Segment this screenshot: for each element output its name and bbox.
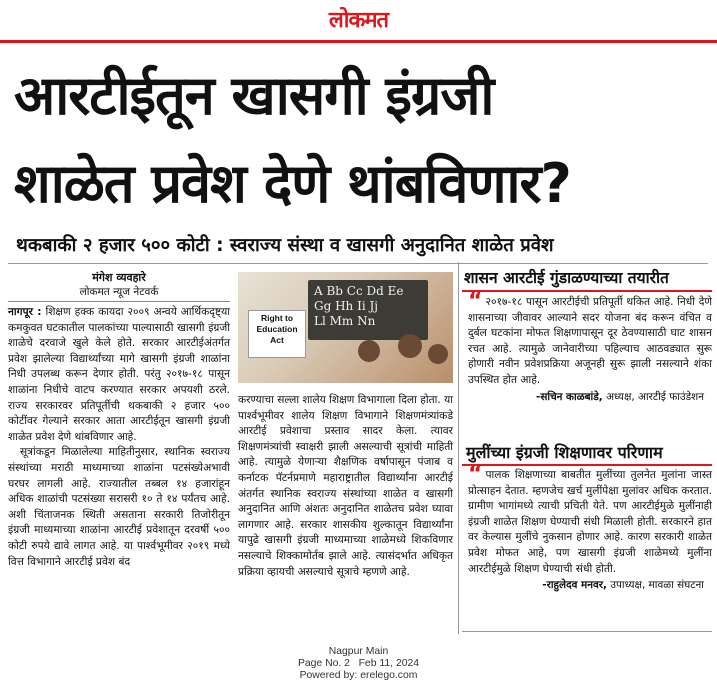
sidebar-2-box	[462, 462, 712, 593]
masthead	[0, 8, 717, 34]
sidebar-1-credit-role: अध्यक्ष, आरटीई फाउंडेशन	[606, 390, 704, 403]
headline-line-1: आरटीईतून खासगी इंग्रजी	[14, 64, 494, 127]
sidebar-1-box	[462, 289, 712, 405]
sidebar-1-quote-text: २०१७-१८ पासून आरटीईची प्रतिपूर्ती थकित आहे. निधी देणे शासनाच्या जीवावर आल्याने सदर योजना बंद करून वंचित व दुर्बल घटकांना मोफत शिक्षणापासून दूर ठेवण्यासाठी घाट शासन रचत आहे. त्यामुळे जानेवारीच्या पहिल्याच आठवड्यात सुरू होणारी नवीन प्रवेशप्रक्रिया अजूनही सुरू झाली नसल्याने शंका उपस्थित होत आहे.	[468, 296, 712, 386]
article-paragraph-3: करण्याचा सल्ला शालेय शिक्षण विभागाला दिला होता. या पार्श्वभूमीवर शालेय शिक्षण विभागाने शिक्षणमंत्र्यांकडे आरटीई प्रवेशाचा प्रस्ताव सादर केला. त्यावर शिक्षणमंत्र्यांची स्वाक्षरी झाली असल्याची सूत्रांची माहिती आहे. त्यामुळे येणाऱ्या शैक्षणिक वर्षापासून पंजाब व कर्नाटक पॅटर्नप्रमाणे महाराष्ट्रातील विद्यार्थ्यांना आरटीई अंतर्गत स्थानिक स्वराज्य संस्थांच्या शाळेत व खासगी अनुदानित आणि अंशतः अनुदानित शाळेतच प्रवेश घ्यावा लागणार आहे. सरकार शासकीय शुल्कातून विद्यार्थ्यांना यापुढे खासगी इंग्रजी माध्यमाच्या शाळेमध्ये शिकविणार नसल्याचे शिक्कामोर्तब झाले आहे. त्यासंदर्भात अधिकृत प्रक्रिया व्हायची असल्याचे सूत्राचे म्हणणे आहे.	[238, 394, 453, 578]
byline-author: मंगेश व्यवहारे	[92, 271, 146, 284]
sidebar-2-quote-text: पालक शिक्षणाच्या बाबतीत मुलींच्या तुलनेत मुलांना जास्त प्रोत्साहन देतात. म्हणजेच खर्च मुलींपेक्षा मुलांवर अधिक करतात. ग्रामीण भागांमध्ये त्याची प्रचिती येते. पण आरटीईमुळे मुलींनाही इंग्रजी शाळेत शिक्षण घेण्याची संधी मिळाली होती. सरकारने हात वर केल्यास मुलींचे नुकसान होणार आहे. कारण सरकारी शाळेत प्रवेश मोफत आहे, पण खासगी इंग्रजी शाळेमध्ये मुलींना आरटीईमुळे शिक्षण घेण्याची संधी होती.	[468, 469, 712, 575]
quote-mark-icon: “	[468, 289, 483, 314]
sidebar-1-rule	[462, 290, 712, 292]
section-divider	[8, 263, 708, 264]
headline-line-2: शाळेत प्रवेश देणे थांबविणार?	[14, 152, 571, 215]
chalkboard-text: A Bb Cc Dd Ee Gg Hh Ii Jj Ll Mm Nn	[314, 284, 404, 328]
child-figure	[428, 344, 448, 364]
article-column-2	[238, 393, 453, 580]
article-column-1	[8, 270, 230, 570]
paragraph-1-text: शिक्षण हक्क कायदा २००९ अन्वये आर्थिकदृष्ट्या कमकुवत घटकातील पालकांच्या पाल्यासाठी खासगी इंग्रजी शाळेचे दरवाजे खुले केले होते. सरकार आरटीईअंतर्गत प्रवेश झालेल्या विद्यार्थ्यांच्या मागे खासगी इंग्रजी शाळांना निधी उपलब्ध करून देणार होती. परंतु २०१७-१८ पासून शाळांना निधीचे वाटप करण्यात सरकार अपयशी ठरले. राज्य सरकारवर प्रतिपूर्तीची थकबाकी २ हजार ५०० कोटींवर गेल्याने सरकार आता आरटीईतून खासगी इंग्रजी शाळेत प्रवेश देणे थांबविणार आहे.	[8, 306, 230, 443]
article-subheadline: थकबाकी २ हजार ५०० कोटी : स्वराज्य संस्था व खासगी अनुदानित शाळेत प्रवेश	[16, 235, 554, 256]
article-paragraph-1	[8, 305, 230, 445]
sidebar-2-rule	[462, 464, 712, 466]
child-figure	[398, 334, 422, 358]
lokmat-logo[interactable]: लोकमत	[328, 8, 389, 33]
byline-agency: लोकमत न्यूज नेटवर्क	[8, 285, 230, 302]
sidebar-2-credit-name: -राहुलेदव मनवर,	[542, 579, 607, 592]
sidebar-2-quote	[462, 462, 712, 577]
article-headline	[14, 52, 704, 228]
quote-mark-icon: “	[468, 462, 483, 487]
dateline: नागपूर :	[8, 306, 42, 318]
sidebar-1-quote	[462, 289, 712, 389]
footer-page-date: Page No. 2 Feb 11, 2024	[297, 658, 420, 669]
article-paragraph-2: सूत्रांकडून मिळालेल्या माहितीनुसार, स्थानिक स्वराज्य संस्थांच्या मराठी माध्यमाच्या शाळांना पटसंख्येअभावी घरघर लागली आहे. राज्यातील तब्बल १४ हजारांहून अधिक शाळांची पटसंख्या सरासरी १० ते १४ पर्यंतच आहे. अशी चिंताजनक स्थिती असताना सरकारी तिजोरीतून इंग्रजी माध्यमाच्या शाळांना आरटीई प्रवेशातून दरवर्षी ५०० कोटी रुपये द्यावे लागत आहे. या पार्श्वभूमीवर २०१९ मध्ये वित्त विभागाने आरटीई प्रवेश बंद	[8, 446, 230, 568]
sidebar-2-credit-role: उपाध्यक्ष, मावळा संघटना	[610, 579, 704, 592]
sidebar-1-heading: शासन आरटीई गुंडाळण्याच्या तयारीत	[464, 269, 669, 287]
sidebar-2-bottom-rule	[462, 631, 712, 632]
sidebar-2-credit	[462, 577, 712, 593]
masthead-rule	[0, 40, 717, 43]
sidebar-1-credit-name: -सचिन काळबांडे,	[536, 390, 603, 403]
page-footer	[0, 646, 717, 682]
sidebar-2-heading: मुलींच्या इंग्रजी शिक्षणावर परिणाम	[466, 443, 663, 462]
sidebar-1-credit	[462, 389, 712, 405]
article-photo	[238, 272, 453, 383]
footer-powered-by[interactable]: Powered by: erelego.com	[299, 670, 418, 681]
footer-edition: Nagpur Main	[328, 646, 389, 657]
rte-sign: Right to Education Act	[248, 310, 306, 358]
child-figure	[358, 340, 380, 362]
column-divider	[458, 262, 459, 634]
